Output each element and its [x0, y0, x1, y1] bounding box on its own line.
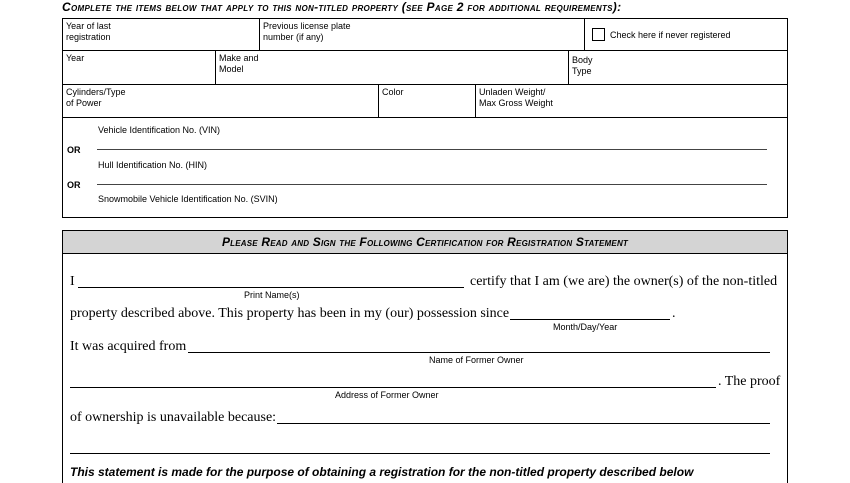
- color-field[interactable]: [379, 85, 474, 117]
- never-registered-label: Check here if never registered: [610, 30, 731, 40]
- divider: [584, 18, 585, 50]
- property-text: property described above. This property has been in my (our) possession since: [70, 306, 510, 321]
- heading-text: Complete the items below that apply to this non-titled property (see Page 2 for additional requirements):: [62, 0, 622, 14]
- print-names-caption: Print Name(s): [244, 290, 300, 300]
- ownership-unavailable-text: of ownership is unavailable because:: [70, 410, 277, 425]
- color-label: Color: [382, 87, 404, 97]
- label-line: Type: [572, 66, 592, 76]
- acquired-from-text: It was acquired from: [70, 339, 187, 354]
- body-type-field[interactable]: [569, 51, 787, 84]
- certification-title: Please Read and Sign the Following Certification for Registration Statement: [221, 235, 629, 249]
- hin-label: Hull Identification No. (HIN): [98, 160, 208, 170]
- weight-field[interactable]: [476, 85, 787, 117]
- vin-input-line[interactable]: [97, 149, 767, 150]
- label-line: Previous license plate: [263, 21, 351, 31]
- never-registered-checkbox[interactable]: [592, 28, 605, 41]
- previous-plate-field[interactable]: [260, 19, 583, 50]
- year-last-registration-field[interactable]: [63, 19, 258, 50]
- the-proof-text: . The proof: [718, 374, 781, 389]
- month-day-year-caption: Month/Day/Year: [553, 322, 618, 332]
- label-line: Cylinders/Type: [66, 87, 126, 97]
- certify-text: certify that I am (we are) the owner(s) of the non-titled: [470, 274, 778, 289]
- former-owner-address-caption: Address of Former Owner: [335, 390, 439, 400]
- label-line: Unladen Weight/: [479, 87, 546, 97]
- svin-label: Snowmobile Vehicle Identification No. (SVIN): [98, 194, 278, 204]
- former-owner-address-line[interactable]: [70, 387, 716, 388]
- former-owner-name-caption: Name of Former Owner: [429, 355, 524, 365]
- label-line: Model: [219, 64, 244, 74]
- period-text: .: [672, 306, 676, 321]
- or-label: OR: [67, 145, 81, 155]
- vin-label: Vehicle Identification No. (VIN): [98, 125, 221, 135]
- make-model-field[interactable]: [216, 51, 567, 84]
- reason-line-2[interactable]: [70, 453, 770, 454]
- year-field[interactable]: [63, 51, 214, 84]
- label-line: Max Gross Weight: [479, 98, 553, 108]
- label-line: of Power: [66, 98, 102, 108]
- section-heading: [62, 0, 621, 14]
- or-label: OR: [67, 180, 81, 190]
- cylinders-field[interactable]: [63, 85, 377, 117]
- label-line: Make and: [219, 53, 259, 63]
- reason-line[interactable]: [277, 423, 770, 424]
- i-text: I: [70, 274, 75, 289]
- label-line: Body: [572, 55, 593, 65]
- former-owner-name-line[interactable]: [188, 352, 770, 353]
- hin-input-line[interactable]: [97, 184, 767, 185]
- label-line: Year of last: [66, 21, 111, 31]
- year-label: Year: [66, 53, 85, 63]
- divider: [62, 117, 788, 118]
- possession-date-line[interactable]: [510, 319, 670, 320]
- certification-header: [62, 230, 788, 254]
- label-line: registration: [66, 32, 111, 42]
- statement-purpose-text: This statement is made for the purpose of obtaining a registration for the non-titled property described below: [70, 465, 694, 479]
- label-line: number (if any): [263, 32, 324, 42]
- print-names-line[interactable]: [78, 287, 464, 288]
